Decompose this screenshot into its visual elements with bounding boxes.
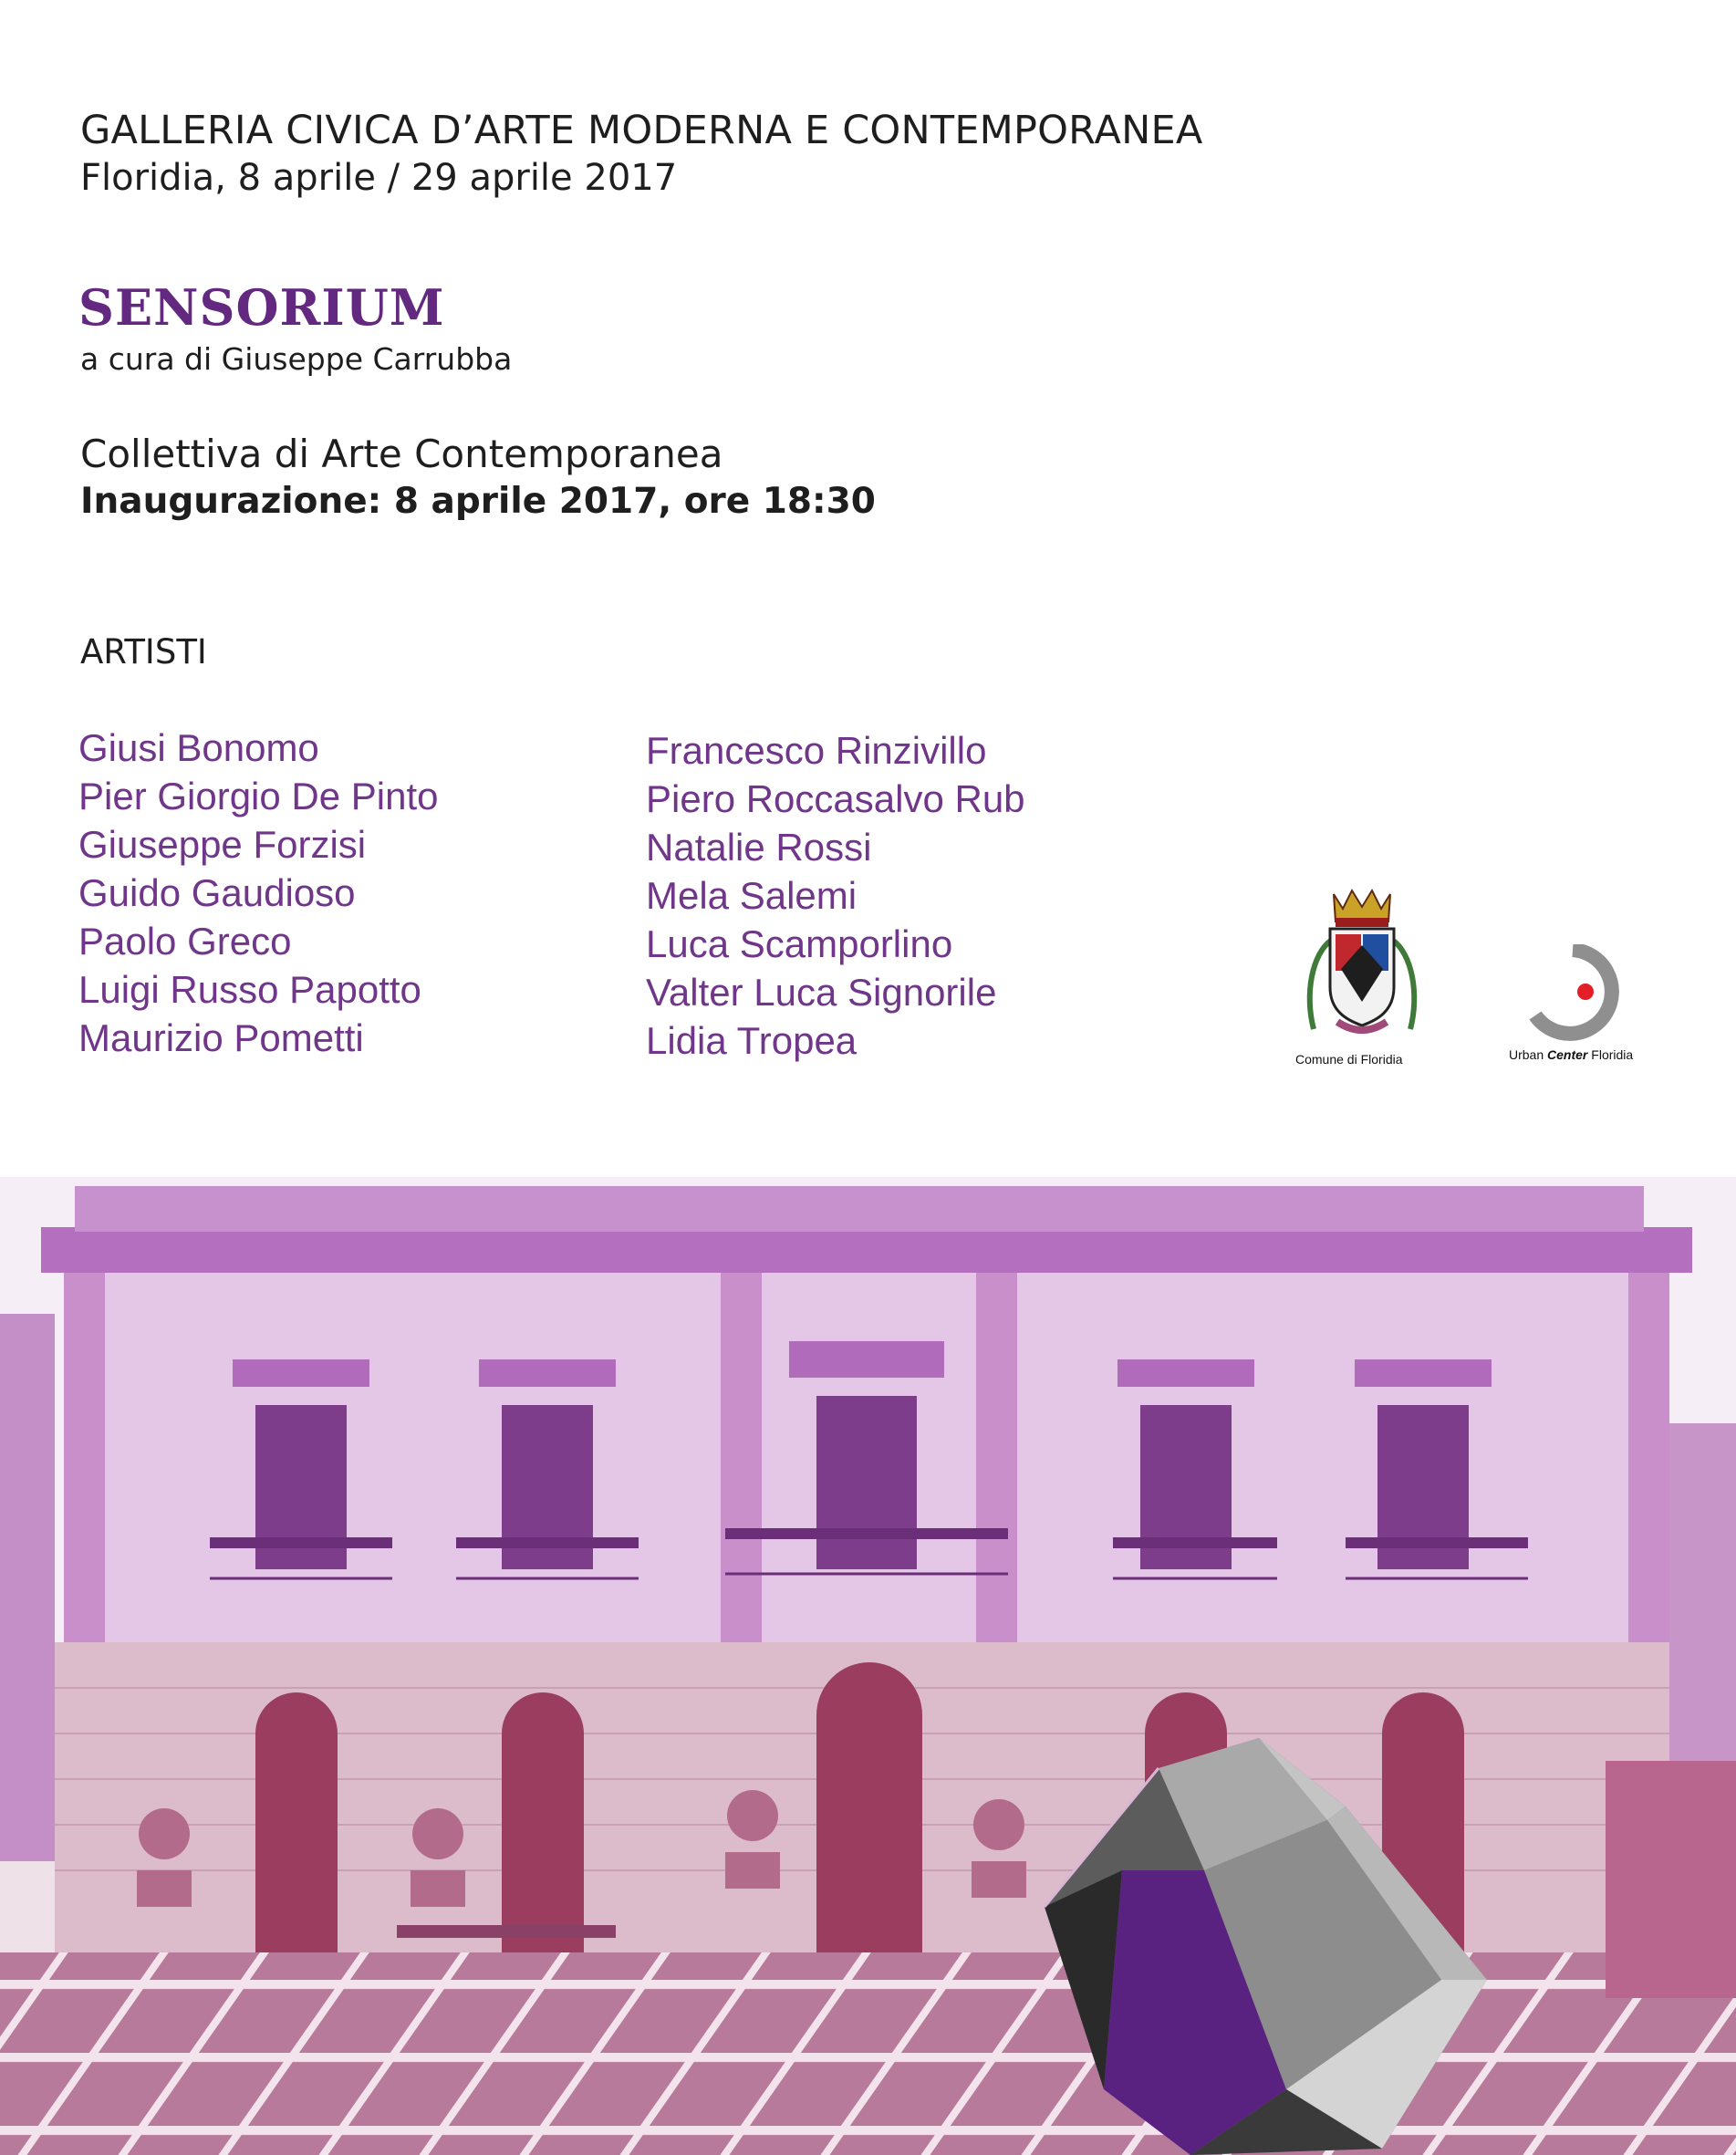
artist-name: Mela Salemi <box>646 874 858 917</box>
side-building-left <box>0 1314 55 1861</box>
artist-name: Giusi Bonomo <box>78 726 319 769</box>
exhibition-title: SENSORIUM <box>78 278 445 337</box>
building-photo <box>0 1177 1736 2155</box>
exhibition-type: Collettiva di Arte Contemporanea <box>80 432 723 476</box>
curator-line: a cura di Giuseppe Carrubba <box>80 341 513 377</box>
artist-name: Lidia Tropea <box>646 1019 858 1062</box>
artist-name: Natalie Rossi <box>646 826 872 869</box>
artist-name: Valter Luca Signorile <box>646 971 997 1014</box>
comune-logo <box>1294 885 1430 1077</box>
comune-caption: Comune di Floridia <box>1295 1052 1403 1067</box>
artist-name: Giuseppe Forzisi <box>78 823 367 866</box>
artists-heading: ARTISTI <box>80 632 207 671</box>
urban-center-icon <box>1467 944 1649 1045</box>
artist-name: Paolo Greco <box>78 920 292 963</box>
exhibition-dates: Floridia, 8 aprile / 29 aprile 2017 <box>80 157 678 199</box>
opening-info: Inaugurazione: 8 aprile 2017, ore 18:30 <box>80 481 876 522</box>
artist-name: Francesco Rinzivillo <box>646 729 987 772</box>
urban-center-logo <box>1467 944 1649 1072</box>
artist-name: Guido Gaudioso <box>78 871 356 914</box>
artists-list-right <box>646 726 1025 1065</box>
coat-of-arms-icon <box>1294 885 1430 1049</box>
artist-name: Piero Roccasalvo Rub <box>646 777 1025 820</box>
artists-list-left <box>78 724 439 1062</box>
artist-name: Luigi Russo Papotto <box>78 968 421 1011</box>
venue-title: GALLERIA CIVICA D’ARTE MODERNA E CONTEMPORANEA <box>80 108 1203 153</box>
artist-name: Pier Giorgio De Pinto <box>78 775 439 817</box>
artist-name: Maurizio Pometti <box>78 1016 364 1059</box>
facade-cornice <box>41 1227 1692 1273</box>
bench <box>397 1925 616 1938</box>
kiosk <box>1606 1761 1736 1998</box>
artist-name: Luca Scamporlino <box>646 922 953 965</box>
urban-center-caption: Urban Center Floridia <box>1509 1047 1634 1062</box>
